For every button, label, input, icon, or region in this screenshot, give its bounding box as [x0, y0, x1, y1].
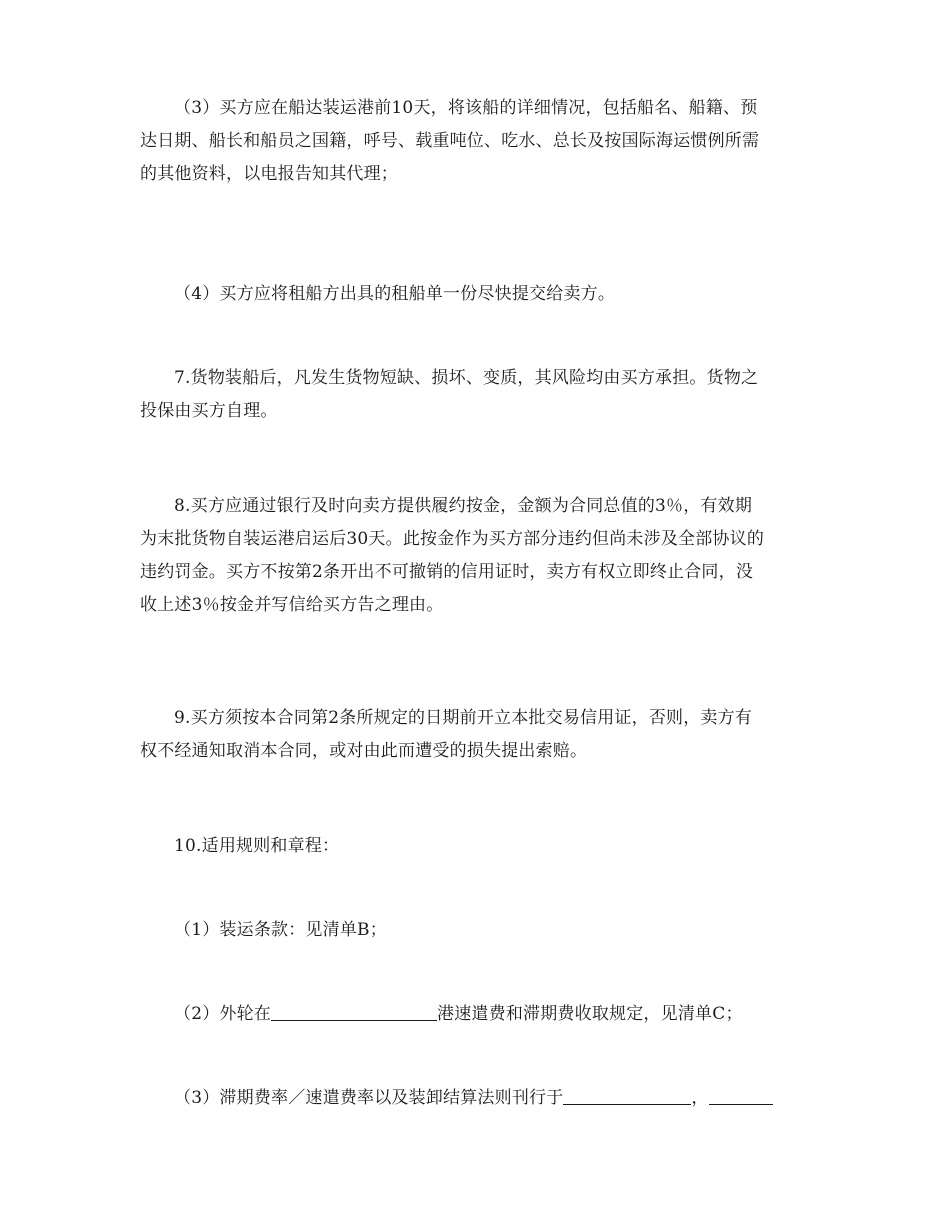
text-line: 违约罚金。买方不按第2条开出不可撤销的信用证时，卖方有权立即终止合同，没 — [140, 562, 754, 582]
clause-9-letter-of-credit — [140, 702, 812, 768]
text-line — [140, 998, 812, 1031]
clause-4-charter-document — [140, 278, 812, 311]
clause-8-performance-deposit — [140, 490, 812, 622]
text-line: 8.买方应通过银行及时向卖方提供履约按金，金额为合同总值的3％，有效期 — [174, 496, 753, 516]
rule-1-shipping-terms — [140, 914, 812, 947]
rule-3-rates-publication — [140, 1082, 812, 1115]
text-line: （4）买方应将租船方出具的租船单一份尽快提交给卖方。 — [174, 284, 616, 304]
rule-2-prefix: （2）外轮在 — [174, 1004, 272, 1024]
text-line: 收上述3％按金并写信给买方告之理由。 — [140, 595, 444, 615]
rule-2-suffix: 港速遣费和滞期费收取规定，见清单C； — [437, 1004, 743, 1024]
publication-blank[interactable] — [563, 1086, 691, 1105]
text-line: 达日期、船长和船员之国籍，呼号、载重吨位、吃水、总长及按国际海运惯例所需 — [140, 131, 760, 151]
publication-blank-2[interactable] — [709, 1086, 773, 1105]
text-line: 9.买方须按本合同第2条所规定的日期前开立本批交易信用证，否则，卖方有 — [174, 708, 753, 728]
text-line: （1）装运条款：见清单B； — [174, 920, 387, 940]
rule-3-comma: ， — [691, 1088, 709, 1108]
rule-2-despatch-demurrage — [140, 998, 812, 1031]
port-name-blank[interactable] — [271, 1002, 437, 1021]
rule-3-prefix: （3）滞期费率／速遣费率以及装卸结算法则刊行于 — [174, 1088, 564, 1108]
text-line: 的其他资料，以电报告知其代理； — [140, 164, 398, 184]
clause-3-buyer-ship-details — [140, 92, 812, 191]
text-line: 7.货物装船后，凡发生货物短缺、损坏、变质，其风险均由买方承担。货物之 — [174, 368, 759, 388]
text-line: （3）买方应在船达装运港前10天，将该船的详细情况，包括船名、船籍、预 — [174, 98, 758, 118]
clause-7-risk-insurance — [140, 362, 812, 428]
text-line: 权不经通知取消本合同，或对由此而遭受的损失提出索赔。 — [140, 741, 588, 761]
text-line: 为末批货物自装运港启运后30天。此按金作为买方部分违约但尚未涉及全部协议的 — [140, 529, 765, 549]
clause-10-applicable-rules — [140, 830, 812, 863]
text-line — [140, 1082, 812, 1115]
text-line: 投保由买方自理。 — [140, 401, 278, 421]
text-line: 10.适用规则和章程： — [174, 836, 340, 856]
